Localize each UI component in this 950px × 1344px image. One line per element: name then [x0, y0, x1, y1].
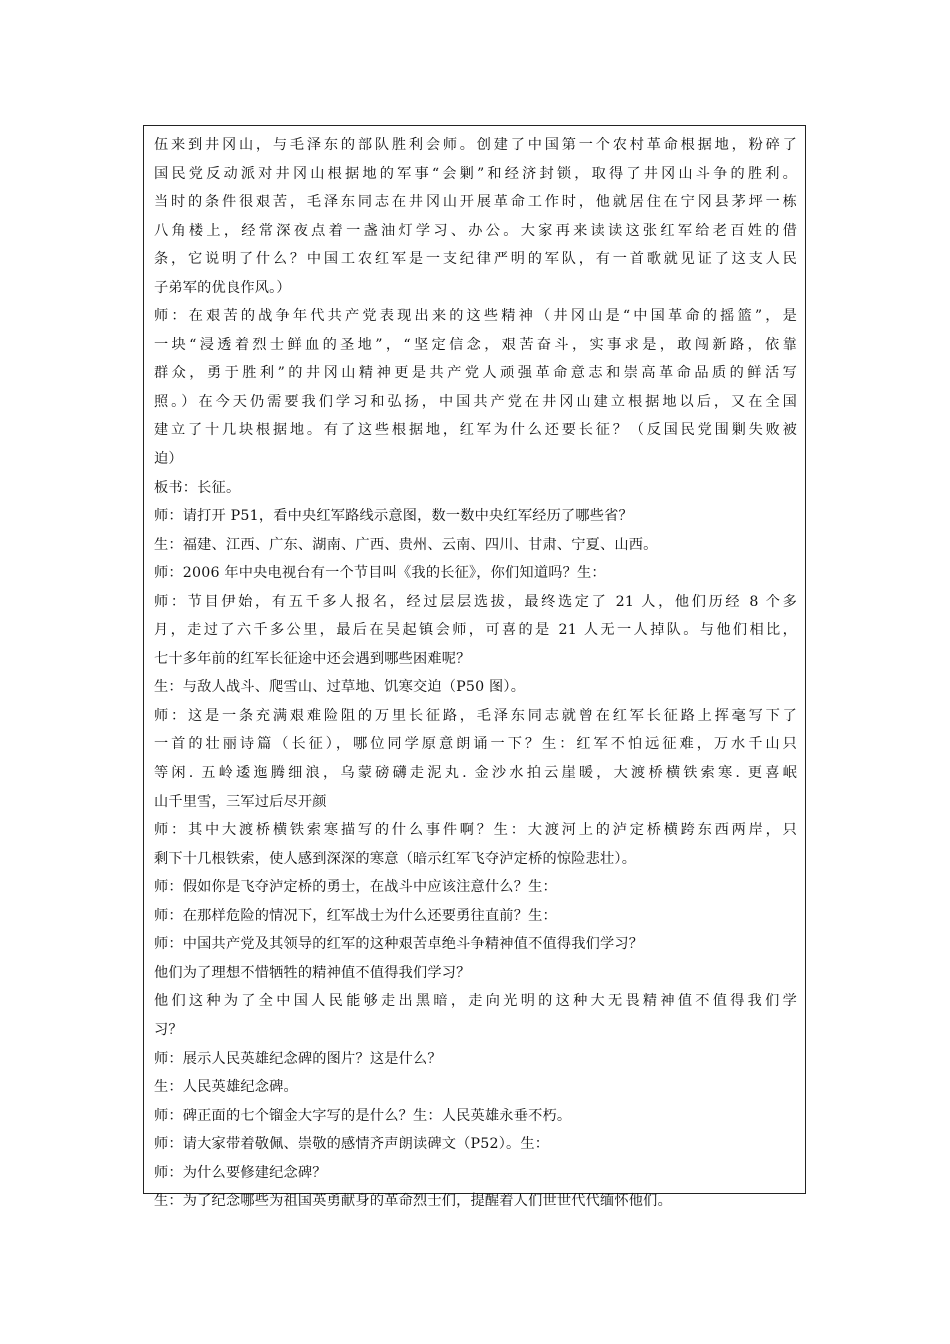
text-line-10: 照。）在今天仍需要我们学习和弘扬，中国共产党在井冈山建立根据地以后，又在全国 [154, 393, 797, 410]
text-line-33: 师：展示人民英雄纪念碑的图片？这是什么？ [154, 1050, 442, 1067]
text-line-21: 师：这是一条充满艰难险阻的万里长征路，毛泽东同志就曾在红军长征路上挥毫写下了 [154, 707, 797, 724]
text-line-3: 当时的条件很艰苦，毛泽东同志在井冈山开展革命工作时，他就居住在宁冈县茅坪一栋 [154, 194, 797, 211]
text-line-36: 师：请大家带着敬佩、崇敬的感情齐声朗读碑文（P52）。生： [154, 1136, 550, 1153]
text-line-35: 师：碑正面的七个镏金大字写的是什么？生：人民英雄永垂不朽。 [154, 1107, 572, 1124]
text-line-38: 生：为了纪念哪些为祖国英勇献身的革命烈士们，提醒着人们世世代代缅怀他们。 [154, 1193, 672, 1210]
text-line-18: 月，走过了六千多公里，最后在吴起镇会师，可喜的是 21 人无一人掉队。与他们相比， [154, 622, 797, 639]
text-line-4: 八角楼上，经常深夜点着一盏油灯学习、办公。大家再来读读这张红军给老百姓的借 [154, 222, 797, 239]
text-line-28: 师：在那样危险的情况下，红军战士为什么还要勇往直前？生： [154, 907, 557, 924]
text-line-20: 生：与敌人战斗、爬雪山、过草地、饥寒交迫（P50 图）。 [154, 679, 526, 696]
text-line-16: 师：2006 年中央电视台有一个节目叫《我的长征》，你们知道吗？生： [154, 565, 606, 582]
text-line-29: 师：中国共产党及其领导的红军的这种艰苦卓绝斗争精神值不值得我们学习？ [154, 936, 644, 953]
text-line-2: 国民党反动派对井冈山根据地的军事“会剿”和经济封锁，取得了井冈山斗争的胜利。 [154, 165, 797, 182]
text-line-30: 他们为了理想不惜牺牲的精神值不值得我们学习？ [154, 964, 471, 981]
text-line-17: 师：节目伊始，有五千多人报名，经过层层选拔，最终选定了 21 人，他们历经 8 个多 [154, 593, 797, 610]
text-line-37: 师：为什么要修建纪念碑？ [154, 1164, 327, 1181]
text-line-27: 师：假如你是飞夺泸定桥的勇士，在战斗中应该注意什么？生： [154, 879, 557, 896]
text-line-32: 习？ [154, 1021, 183, 1038]
text-line-9: 群众，勇于胜利”的井冈山精神更是共产党人顽强革命意志和崇高革命品质的鲜活写 [154, 365, 797, 382]
text-line-12: 迫） [154, 451, 183, 468]
text-line-5: 条，它说明了什么？中国工农红军是一支纪律严明的军队，有一首歌就见证了这支人民 [154, 251, 797, 268]
text-line-13: 板书：长征。 [154, 479, 241, 496]
text-line-31: 他们这种为了全中国人民能够走出黑暗，走向光明的这种大无畏精神值不值得我们学 [154, 993, 797, 1010]
document-text-box [143, 125, 806, 1210]
text-line-15: 生：福建、江西、广东、湖南、广西、贵州、云南、四川、甘肃、宁夏、山西。 [154, 536, 658, 553]
text-line-22: 一首的壮丽诗篇（长征），哪位同学原意朗诵一下？生：红军不怕远征难，万水千山只 [154, 736, 797, 753]
text-line-1: 伍来到井冈山，与毛泽东的部队胜利会师。创建了中国第一个农村革命根据地，粉碎了 [154, 137, 797, 153]
text-line-26: 剩下十几根铁索，使人感到深深的寒意（暗示红军飞夺泸定桥的惊险悲壮）。 [154, 850, 637, 867]
text-line-11: 建立了十几块根据地。有了这些根据地，红军为什么还要长征？（反国民党围剿失败被 [154, 422, 797, 439]
text-line-23: 等闲. 五岭逶迤腾细浪，乌蒙磅礴走泥丸. 金沙水拍云崖暖，大渡桥横铁索寒. 更喜岷 [154, 765, 797, 782]
text-line-19: 七十多年前的红军长征途中还会遇到哪些困难呢？ [154, 650, 471, 667]
text-line-24: 山千里雪，三军过后尽开颜 [154, 793, 327, 810]
text-line-25: 师：其中大渡桥横铁索寒描写的什么事件啊？生：大渡河上的泸定桥横跨东西两岸，只 [154, 822, 797, 839]
text-line-8: 一块“浸透着烈士鲜血的圣地”，“坚定信念，艰苦奋斗，实事求是，敢闯新路，依靠 [154, 336, 797, 353]
text-line-6: 子弟军的优良作风。） [154, 279, 291, 296]
text-line-14: 师：请打开 P51，看中央红军路线示意图，数一数中央红军经历了哪些省？ [154, 508, 633, 525]
text-line-7: 师：在艰苦的战争年代共产党表现出来的这些精神（井冈山是“中国革命的摇篮”，是 [154, 308, 797, 325]
text-line-34: 生：人民英雄纪念碑。 [154, 1079, 298, 1096]
